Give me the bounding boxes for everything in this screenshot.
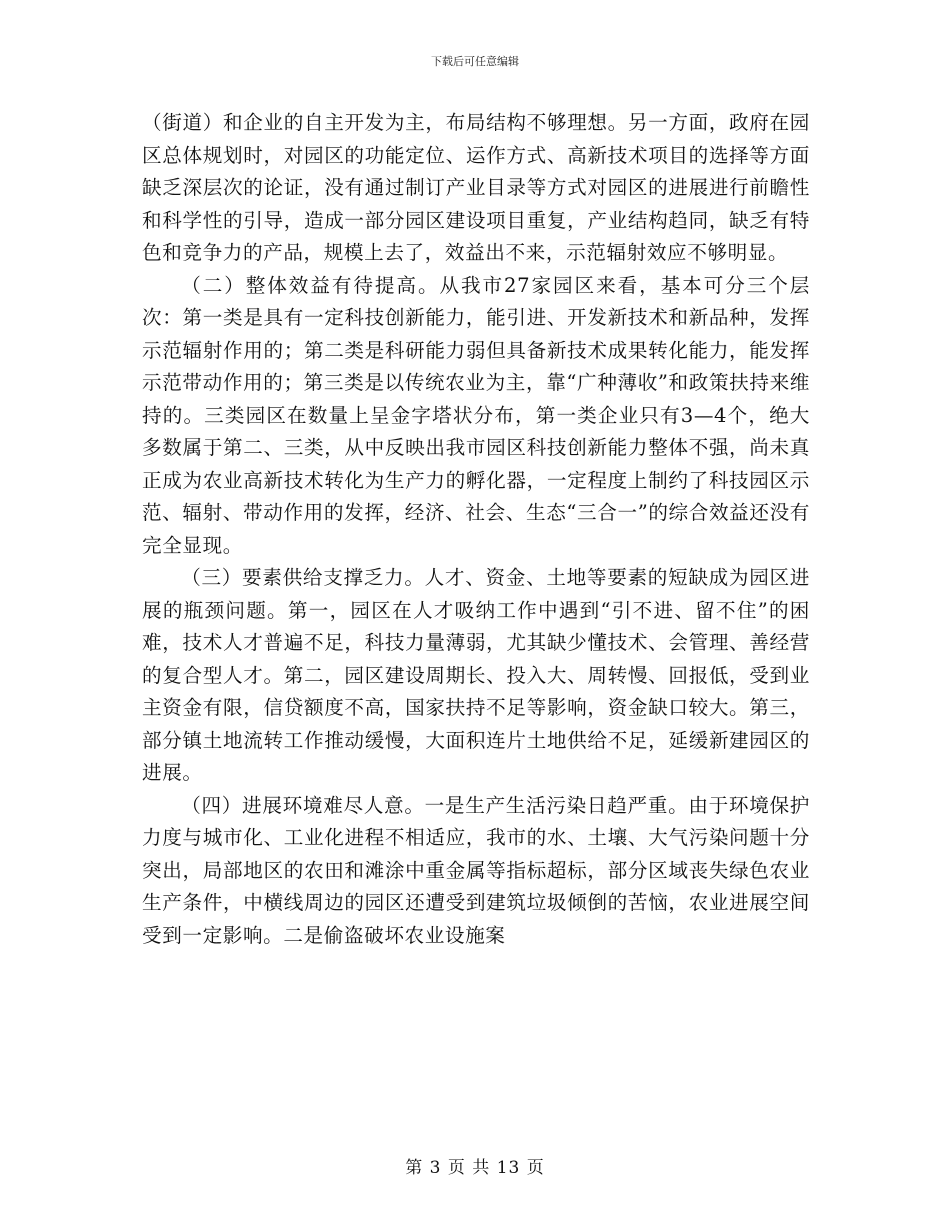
page-footer: 第 3 页 共 13 页 (405, 1158, 545, 1178)
paragraph-4: （四）进展环境难尽人意。一是生产生活污染日趋严重。由于环境保护力度与城市化、工业化进程不相适应，我市的水、土壤、大气污染问题十分突出，局部地区的农田和滩涂中重金属等指标超标，部分区域丧失绿色农业生产条件，中横线周边的园区还遭受到建筑垃圾倾倒的苦恼，农业进展空间受到一定影响。二是偷盗破坏农业设施案 (142, 793, 810, 947)
paragraph-2: （二）整体效益有待提高。从我市27家园区来看，基本可分三个层次：第一类是具有一定科技创新能力，能引进、开发新技术和新品种，发挥示范辐射作用的；第二类是科研能力弱但具备新技术成果转化能力，能发挥示范带动作用的；第三类是以传统农业为主，靠“广种薄收”和政策扶持来维持的。三类园区在数量上呈金字塔状分布，第一类企业只有3—4个，绝大多数属于第二、三类，从中反映出我市园区科技创新能力整体不强，尚未真正成为农业高新技术转化为生产力的孵化器，一定程度上制约了科技园区示范、辐射、带动作用的发挥，经济、社会、生态“三合一”的综合效益还没有完全显现。 (142, 273, 810, 557)
paragraph-1: （街道）和企业的自主开发为主，布局结构不够理想。另一方面，政府在园区总体规划时，对园区的功能定位、运作方式、高新技术项目的选择等方面缺乏深层次的论证，没有通过制订产业目录等方式对园区的进展进行前瞻性和科学性的引导，造成一部分园区建设项目重复，产业结构趋同，缺乏有特色和竞争力的产品，规模上去了，效益出不来，示范辐射效应不够明显。 (142, 111, 810, 264)
page-header: 下载后可任意编辑 (431, 55, 519, 68)
document-body (142, 107, 810, 952)
paragraph-3: （三）要素供给支撑乏力。人才、资金、土地等要素的短缺成为园区进展的瓶颈问题。第一，园区在人才吸纳工作中遇到“引不进、留不住”的困难，技术人才普遍不足，科技力量薄弱，尤其缺少懂技术、会管理、善经营的复合型人才。第二，园区建设周期长、投入大、周转慢、回报低，受到业主资金有限，信贷额度不高，国家扶持不足等影响，资金缺口较大。第三，部分镇土地流转工作推动缓慢，大面积连片土地供给不足，延缓新建园区的进展。 (142, 566, 810, 784)
